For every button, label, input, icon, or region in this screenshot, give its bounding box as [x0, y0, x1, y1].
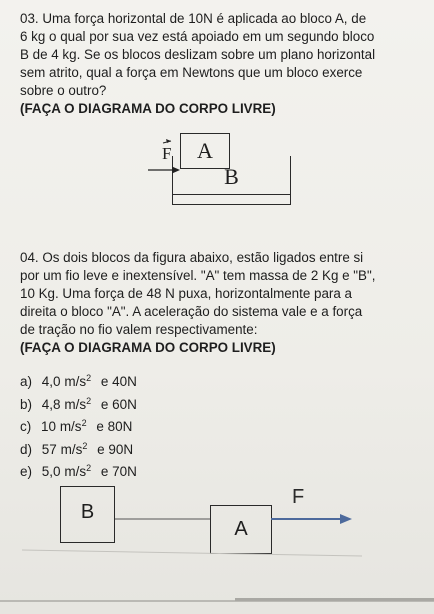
- option-accel: 4,0: [41, 374, 61, 389]
- option-unit: m/s: [60, 441, 83, 457]
- option-force: 90N: [108, 441, 134, 457]
- q3-instruction: (FAÇA O DIAGRAMA DO CORPO LIVRE): [20, 101, 276, 116]
- option-and: e: [100, 374, 109, 389]
- option-unit: m/s: [64, 374, 87, 389]
- option-force: 80N: [107, 419, 133, 435]
- option-letter: d): [20, 441, 33, 457]
- option-exp: 2: [82, 440, 88, 451]
- option-and: e: [97, 441, 105, 457]
- q3-line-3: B de 4 kg. Se os blocos deslizam sobre um plano horizontal: [20, 47, 376, 62]
- option-unit: m/s: [59, 419, 82, 435]
- q3-block-b-label: B: [224, 164, 239, 189]
- option-accel: 4,8: [41, 396, 61, 412]
- option-force: 60N: [112, 396, 137, 412]
- q4-ground-line: [22, 550, 362, 556]
- option-letter: b): [20, 396, 33, 412]
- q3-line-5: sobre o outro?: [20, 83, 107, 98]
- q3-line-2: 6 kg o qual por sua vez está apoiado em um segundo bloco: [20, 29, 375, 44]
- q3-line-4: sem atrito, qual a força em Newtons que um bloco exerce: [20, 65, 363, 80]
- q3-line-1: 03. Uma força horizontal de 10N é aplicada ao bloco A, de: [20, 11, 367, 26]
- option-exp: 2: [86, 463, 92, 474]
- bottom-border-inner: [235, 598, 434, 601]
- q4-line-3: 10 Kg. Uma força de 48 N puxa, horizontalmente para a: [20, 286, 352, 301]
- option-accel: 10: [41, 419, 57, 435]
- option-and: e: [96, 419, 104, 435]
- q4-line-2: por um fio leve e inextensível. "A" tem massa de 2 Kg e "B",: [20, 268, 376, 283]
- option-exp: 2: [86, 373, 92, 383]
- option-letter: e): [20, 464, 33, 480]
- option-and: e: [100, 396, 109, 412]
- q3-force-label: F: [162, 144, 172, 163]
- option-accel: 57: [41, 441, 57, 457]
- q4-block-a-label: A: [234, 518, 248, 540]
- option-force: 70N: [112, 464, 137, 480]
- option-letter: c): [20, 419, 32, 435]
- option-exp: 2: [86, 395, 92, 406]
- option-force: 40N: [112, 374, 137, 389]
- option-letter: a): [20, 374, 33, 389]
- q3-block-a-label: A: [197, 138, 213, 163]
- q4-force-arrow: [271, 514, 352, 524]
- q4-line-1: 04. Os dois blocos da figura abaixo, estão ligados entre si: [20, 250, 364, 265]
- option-exp: 2: [81, 418, 87, 429]
- q4-line-4: direita o bloco "A". A aceleração do sistema vale e a força: [20, 304, 363, 319]
- option-unit: m/s: [64, 396, 87, 412]
- option-accel: 5,0: [41, 464, 61, 480]
- q4-instruction: (FAÇA O DIAGRAMA DO CORPO LIVRE): [20, 340, 276, 355]
- option-unit: m/s: [64, 464, 87, 480]
- option-and: e: [100, 464, 109, 480]
- q4-block-b-label: B: [80, 501, 95, 523]
- q4-force-label: F: [292, 486, 305, 508]
- q4-line-5: de tração no fio valem respectivamente:: [20, 322, 258, 337]
